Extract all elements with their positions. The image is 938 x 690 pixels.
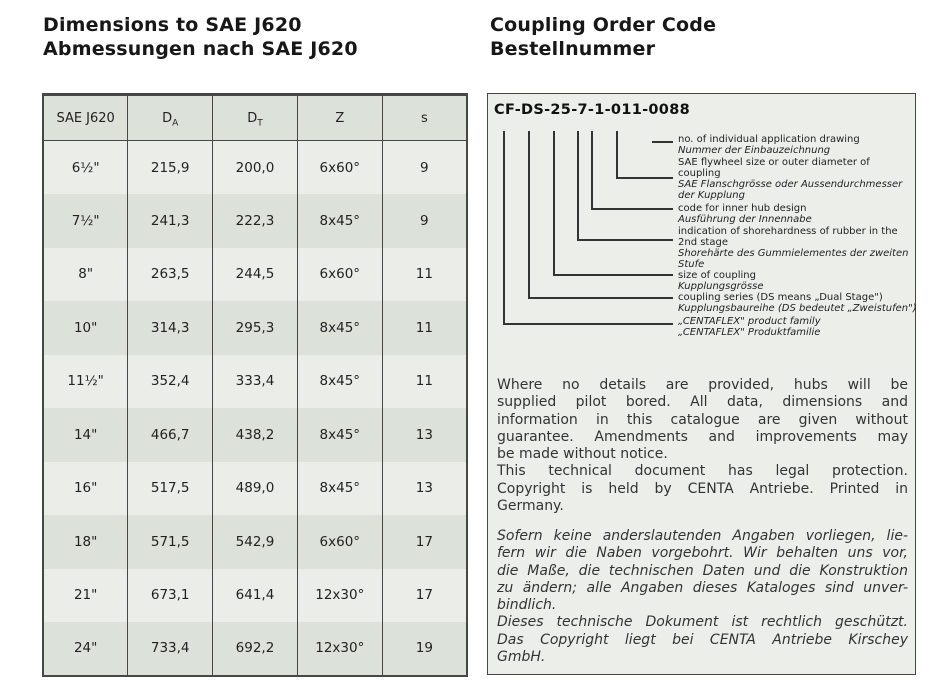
- table-cell: 438,2: [213, 408, 298, 462]
- table-header-cell: Z: [297, 95, 382, 141]
- paragraph-line: Copyright is held by CENTA Antriebe. Printed in: [497, 480, 908, 497]
- table-cell: 13: [382, 462, 467, 516]
- table-cell: 17: [382, 515, 467, 569]
- table-cell: 8x45°: [297, 194, 382, 248]
- right-title-en: Coupling Order Code: [490, 14, 717, 36]
- left-title-en: Dimensions to SAE J620: [43, 14, 302, 36]
- order-code-box: [487, 93, 916, 675]
- table-body: [43, 141, 467, 676]
- table-cell: 6x60°: [297, 141, 382, 195]
- table-cell: 9: [382, 194, 467, 248]
- table-cell: 244,5: [213, 248, 298, 302]
- code-label: [678, 292, 928, 314]
- table-cell: 14": [73, 426, 98, 443]
- sae-j620-dimensions-table: [42, 93, 468, 677]
- code-connector-vline: [616, 131, 618, 179]
- code-label-line-en: 2nd stage: [678, 237, 728, 248]
- code-label-line-en: indication of shorehardness of rubber in the: [678, 226, 898, 237]
- table-cell: 19: [382, 622, 467, 676]
- table-cell: 263,5: [128, 248, 213, 302]
- table-cell: 571,5: [128, 515, 213, 569]
- table-cell: 241,3: [128, 194, 213, 248]
- paragraph-line: Germany.: [497, 498, 564, 515]
- table-cell: 466,7: [128, 408, 213, 462]
- paragraph-line: GmbH.: [497, 649, 546, 666]
- table-cell: 215,9: [128, 141, 213, 195]
- paragraph-line: Where no details are provided, hubs will be: [497, 377, 908, 393]
- table-cell: 10": [73, 319, 98, 336]
- code-label-line-de: Shorehärte des Gummielementes der zweiten: [678, 248, 909, 259]
- code-label-line-de: Kupplungsgrösse: [678, 281, 764, 292]
- table-cell: 333,4: [213, 355, 298, 409]
- table-row: [43, 515, 467, 569]
- table-cell: 8x45°: [297, 355, 382, 409]
- code-connector-hline: [616, 177, 673, 179]
- code-label: [678, 270, 928, 292]
- table-cell: 24": [73, 640, 98, 657]
- legal-text-english: [497, 377, 908, 515]
- code-connector-hline: [528, 297, 673, 299]
- table-cell: 542,9: [213, 515, 298, 569]
- paragraph-line: zu ändern; alle Angaben dieses Kataloges sind unver-: [497, 579, 908, 596]
- table-cell: 18": [73, 533, 98, 550]
- code-label-line-de: Nummer der Einbauzeichnung: [678, 145, 831, 156]
- code-label-line-en: coupling: [678, 168, 721, 179]
- paragraph-line: die Maße, die technischen Daten und die Konstruktion: [497, 562, 908, 579]
- table-header-cell: SAE J620: [43, 95, 128, 141]
- code-connector-vline: [591, 131, 593, 210]
- table-cell: 8x45°: [297, 462, 382, 516]
- table-row: [43, 622, 467, 676]
- legal-text-german: [497, 528, 908, 666]
- table-cell: 8x45°: [297, 408, 382, 462]
- paragraph-line: be made without notice.: [497, 446, 668, 463]
- table-cell: 295,3: [213, 301, 298, 355]
- code-label: [678, 157, 928, 201]
- code-label: [678, 316, 928, 338]
- code-label-line-de: der Kupplung: [678, 190, 745, 201]
- table-cell: 11: [382, 248, 467, 302]
- table-cell: 13: [382, 408, 467, 462]
- table-cell: 673,1: [128, 569, 213, 623]
- code-label-line-de: Ausführung der Innennabe: [678, 214, 812, 225]
- order-code-text: CF-DS-25-7-1-011-0088: [494, 102, 690, 118]
- code-connector-vline: [577, 131, 579, 241]
- code-connector-vline: [528, 131, 530, 299]
- table-row: [43, 408, 467, 462]
- table-cell: 692,2: [213, 622, 298, 676]
- table-cell: 11½": [67, 373, 104, 390]
- table-cell: 9: [382, 141, 467, 195]
- table-cell: 6x60°: [297, 515, 382, 569]
- paragraph-line: fern wir die Naben vorgebohrt. Wir behalten uns vor,: [497, 545, 908, 562]
- paragraph-line: bindlich.: [497, 597, 557, 614]
- paragraph-line: Sofern keine anderslautenden Angaben vorliegen, lie-: [497, 528, 908, 544]
- table-cell: 17: [382, 569, 467, 623]
- paragraph-line: information in this catalogue are given without: [497, 411, 908, 428]
- code-connector-hline: [503, 323, 673, 325]
- table-cell: 489,0: [213, 462, 298, 516]
- code-connector-dash: [652, 141, 673, 143]
- code-label-line-de: Stufe: [678, 259, 705, 270]
- code-connector-vline: [553, 131, 555, 276]
- table-cell: 7½": [71, 212, 100, 229]
- table-row: [43, 141, 467, 195]
- table-cell: 6x60°: [297, 248, 382, 302]
- code-label: [678, 134, 928, 156]
- paragraph-line: This technical document has legal protection.: [497, 463, 908, 480]
- code-label-line-de: Kupplungsbaureihe (DS bedeutet „Zweistufen"): [678, 303, 917, 314]
- code-connector-hline: [577, 239, 673, 241]
- table-cell: 733,4: [128, 622, 213, 676]
- table-cell: 352,4: [128, 355, 213, 409]
- table-cell: 16": [73, 480, 98, 497]
- table-header-row: [43, 95, 467, 141]
- left-title-de: Abmessungen nach SAE J620: [43, 37, 358, 60]
- code-label: [678, 203, 928, 225]
- table-header-cell: $D_T$: [213, 95, 298, 141]
- code-label-line-en: „CENTAFLEX" product family: [678, 316, 821, 327]
- table-cell: 8x45°: [297, 301, 382, 355]
- table-cell: 8": [78, 266, 94, 283]
- code-label-line-en: coupling series (DS means „Dual Stage"): [678, 292, 883, 303]
- code-label-line-de: „CENTAFLEX" Produktfamilie: [678, 327, 821, 338]
- code-connector-hline: [553, 274, 673, 276]
- table-cell: 517,5: [128, 462, 213, 516]
- table-head: [43, 95, 467, 141]
- code-label-line-en: code for inner hub design: [678, 203, 807, 214]
- table-cell: 641,4: [213, 569, 298, 623]
- code-connector-vline: [503, 131, 505, 325]
- paragraph-line: Dieses technische Dokument ist rechtlich geschützt.: [497, 614, 908, 631]
- table-cell: 21": [73, 587, 98, 604]
- table-row: [43, 462, 467, 516]
- left-page-title: [43, 14, 358, 61]
- code-label-line-en: SAE flywheel size or outer diameter of: [678, 157, 870, 168]
- table-header-cell: s: [382, 95, 467, 141]
- paragraph-line: supplied pilot bored. All data, dimensions and: [497, 394, 908, 411]
- table-cell: 6½": [71, 159, 100, 176]
- table-row: [43, 194, 467, 248]
- table-header-cell: $D_A$: [128, 95, 213, 141]
- right-title-de: Bestellnummer: [490, 37, 656, 60]
- table-row: [43, 569, 467, 623]
- code-label-line-en: size of coupling: [678, 270, 756, 281]
- table-cell: 11: [382, 301, 467, 355]
- table-cell: 12x30°: [297, 622, 382, 676]
- table-cell: 200,0: [213, 141, 298, 195]
- table-row: [43, 301, 467, 355]
- table-row: [43, 355, 467, 409]
- table-cell: 314,3: [128, 301, 213, 355]
- table-cell: 11: [382, 355, 467, 409]
- code-label-line-de: SAE Flanschgrösse oder Aussendurchmesser: [678, 179, 903, 190]
- table-cell: 12x30°: [297, 569, 382, 623]
- right-page-title: [490, 14, 716, 61]
- paragraph-line: guarantee. Amendments and improvements may: [497, 428, 908, 445]
- table-cell: 222,3: [213, 194, 298, 248]
- code-label-line-en: no. of individual application drawing: [678, 134, 860, 145]
- code-label: [678, 226, 928, 270]
- table-row: [43, 248, 467, 302]
- paragraph-line: Das Copyright liegt bei CENTA Antriebe Kirschey: [497, 631, 908, 648]
- code-connector-hline: [591, 208, 673, 210]
